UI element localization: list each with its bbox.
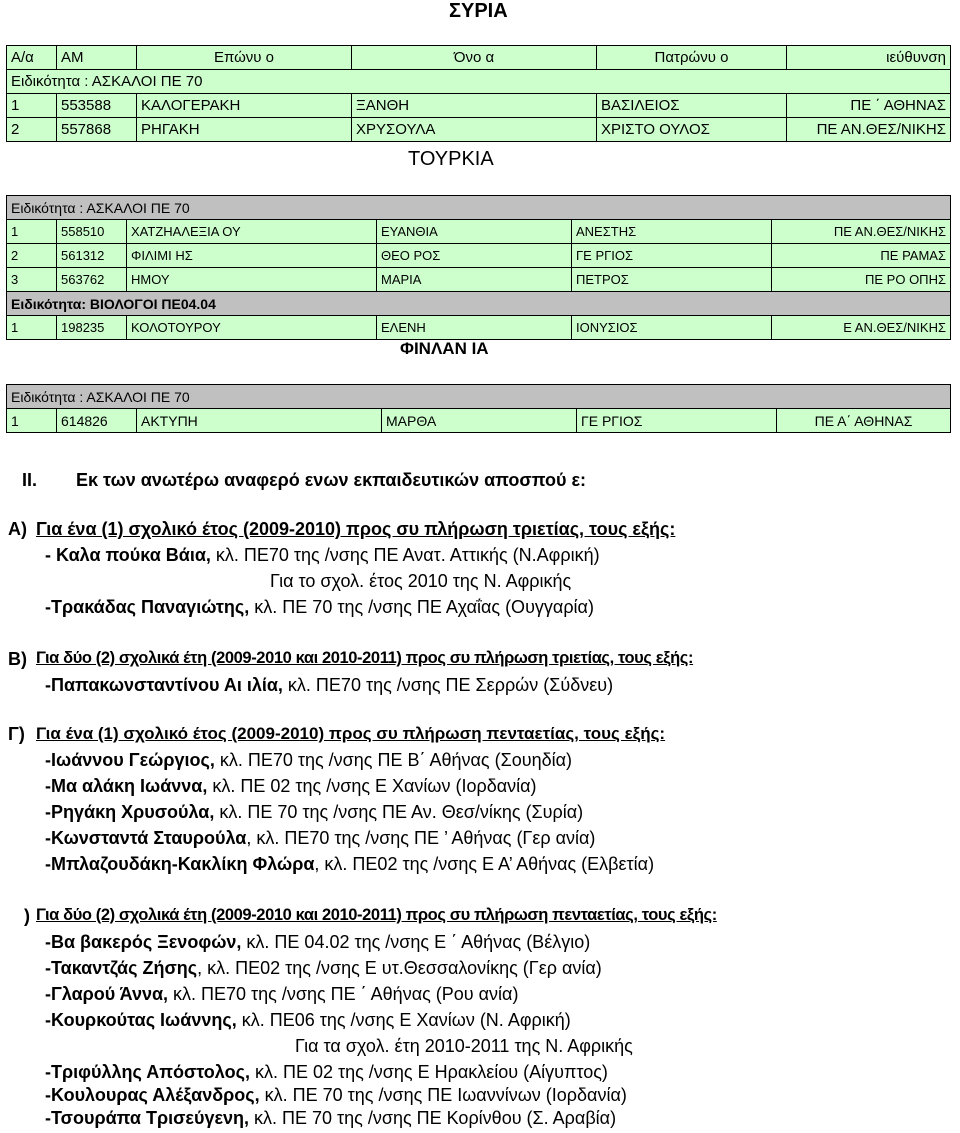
table-row [7,244,951,268]
table-cell: 3 [7,268,57,292]
table-cell: Ε ΑΝ.ΘΕΣ/ΝΙΚΗΣ [772,316,951,340]
table-cell: ΧΡΙΣΤΟ ΟΥΛΟΣ [597,118,787,142]
list-item [45,545,600,566]
table-cell: ΜΑΡΘΑ [382,409,577,433]
header-cell: Α/α [7,46,57,70]
table-cell: ΡΗΓΑΚΗ [137,118,352,142]
table-cell: ΧΑΤΖΗΑΛΕΞΙΑ ΟΥ [127,220,377,244]
table-row [7,409,951,433]
table-cell: ΦΙΛΙΜΙ ΗΣ [127,244,377,268]
list-item [45,932,590,953]
list-item [45,776,537,797]
teacher-name: -Ιωάννου Γεώργιος, [45,750,215,770]
section-numeral: ΙΙ. [22,470,38,490]
table-cell: 614826 [57,409,137,433]
finland-title: ΦΙΝΛΑΝ ΙΑ [400,339,489,358]
teacher-name: -Τριφύλλης Απόστολος, [45,1062,250,1082]
table-row [7,118,951,142]
list-item [45,802,583,823]
teacher-name: -Ρηγάκη Χρυσούλα, [45,802,215,822]
specialty-label: Ειδικότητα: ΒΙΟΛΟΓΟΙ ΠΕ04.04 [7,292,951,316]
teacher-name: -Κωνσταντά Σταυρούλα [45,828,247,848]
table-cell: ΚΟΛΟΤΟΥΡΟΥ [127,316,377,340]
specialty-row [7,196,951,220]
subsection-d-heading: Για δύο (2) σχολικά έτη (2009-2010 και 2010-2011) προς συ πλήρωση πενταετίας, τους εξής: [36,906,717,924]
teacher-name: -Τρακάδας Παναγιώτης, [45,597,250,617]
teacher-detail: κλ. ΠΕ 02 της /νσης Ε Ηρακλείου (Αίγυπτος) [249,1062,608,1082]
table-cell: ΚΑΛΟΓΕΡΑΚΗ [137,94,352,118]
list-item [45,854,654,875]
subsection-b-label: Β) [8,649,27,669]
table-cell: ΑΝΕΣΤΗΣ [572,220,772,244]
list-item [270,571,571,592]
specialty-row [7,385,951,409]
table-cell: 558510 [57,220,127,244]
table-cell: 2 [7,244,57,268]
table-cell: ΠΕ ΡΑΜΑΣ [772,244,951,268]
table-row [7,220,951,244]
teacher-name: -Τσουράπα Τρισεύγενη, [45,1108,250,1128]
table-cell: ΧΡΥΣΟΥΛΑ [352,118,597,142]
list-item [45,828,595,849]
table-cell: 1 [7,409,57,433]
subsection-d-label: ) [24,906,30,926]
syria-table [6,45,951,142]
table-cell: ΠΕ ΑΝ.ΘΕΣ/ΝΙΚΗΣ [787,118,951,142]
table-cell: 563762 [57,268,127,292]
subsection-a-label: Α) [8,519,27,539]
teacher-detail: κλ. ΠΕ06 της /νσης Ε Χανίων (Ν. Αφρική) [236,1010,571,1030]
teacher-name: -Μα αλάκη Ιωάννα, [45,776,208,796]
table-row [7,316,951,340]
table-header-row [7,46,951,70]
list-item [45,675,613,696]
teacher-name: -Βα βακερός Ξενοφών, [45,932,242,952]
table-cell: 2 [7,118,57,142]
table-cell: ΑΚΤΥΠΗ [137,409,382,433]
turkey-table [6,195,951,340]
teacher-detail: κλ. ΠΕ70 της /νσης ΠΕ ΄ Αθήνας (Ρου ανία) [168,984,519,1004]
teacher-name: -Κουρκούτας Ιωάννης, [45,1010,237,1030]
table-cell: ΒΑΣΙΛΕΙΟΣ [597,94,787,118]
specialty-row [7,292,951,316]
teacher-detail: κλ. ΠΕ 70 της /νσης ΠΕ Κορίνθου (Σ. Αραβία) [249,1108,617,1128]
header-cell: Πατρώνυ ο [597,46,787,70]
teacher-detail: κλ. ΠΕ 70 της /νσης ΠΕ Αν. Θεσ/νίκης (Συρία) [214,802,584,822]
teacher-detail: κλ. ΠΕ 04.02 της /νσης Ε ΄ Αθήνας (Βέλγιο) [241,932,591,952]
header-cell: Όνο α [352,46,597,70]
table-cell: 1 [7,220,57,244]
teacher-name: - Καλα πούκα Βάια, [45,545,211,565]
subsection-c-label: Γ) [8,724,25,744]
table-cell: ΓΕ ΡΓΙΟΣ [577,409,777,433]
teacher-name: -Παπακωνσταντίνου Αι ιλία, [45,675,283,695]
list-item [45,958,602,979]
list-item [45,1010,571,1031]
header-cell: Επώνυ ο [137,46,352,70]
header-cell: ΑΜ [57,46,137,70]
table-cell: ΠΕ ΑΝ.ΘΕΣ/ΝΙΚΗΣ [772,220,951,244]
teacher-detail: κλ. ΠΕ 70 της /νσης ΠΕ Αχαΐας (Ουγγαρία) [249,597,594,617]
teacher-detail: κλ. ΠΕ 02 της /νσης Ε Χανίων (Ιορδανία) [207,776,537,796]
teacher-detail: , κλ. ΠΕ70 της /νσης ΠΕ ’ Αθήνας (Γερ ανία) [246,828,596,848]
list-item [45,597,594,618]
table-cell: ΕΛΕΝΗ [377,316,572,340]
teacher-name: -Γλαρού Άννα, [45,984,169,1004]
teacher-name: -Μπλαζουδάκη-Κακλίκη Φλώρα [45,854,315,874]
finland-table [6,384,951,433]
table-cell: 198235 [57,316,127,340]
list-item [45,1085,627,1106]
list-item [45,984,518,1005]
table-row [7,94,951,118]
syria-title: ΣΥΡΙΑ [449,0,508,22]
teacher-detail: κλ. ΠΕ 70 της /νσης ΠΕ Ιωαννίνων (Ιορδανία) [259,1085,627,1105]
list-item [45,1062,608,1083]
table-cell: ΠΕ Α΄ ΑΘΗΝΑΣ [777,409,951,433]
teacher-name: -Τακαντζάς Ζήσης [45,958,198,978]
list-item [295,1036,633,1057]
specialty-label: Ειδικότητα : ΑΣΚΑΛΟΙ ΠΕ 70 [7,70,951,94]
table-cell: 1 [7,316,57,340]
subsection-c-heading: Για ένα (1) σχολικό έτος (2009-2010) προς συ πλήρωση πενταετίας, τους εξής: [36,724,666,743]
specialty-row [7,70,951,94]
table-cell: ΜΑΡΙΑ [377,268,572,292]
header-cell: ιεύθυνση [787,46,951,70]
table-cell: 557868 [57,118,137,142]
teacher-detail: κλ. ΠΕ70 της /νσης ΠΕ Ανατ. Αττικής (Ν.Αφρική) [210,545,600,565]
subsection-a-heading: Για ένα (1) σχολικό έτος (2009-2010) προς συ πλήρωση τριετίας, τους εξής: [36,519,676,539]
teacher-detail: Για τα σχολ. έτη 2010-2011 της Ν. Αφρικής [295,1036,633,1056]
table-cell: ΓΕ ΡΓΙΟΣ [572,244,772,268]
specialty-label: Ειδικότητα : ΑΣΚΑΛΟΙ ΠΕ 70 [7,196,951,220]
table-row [7,268,951,292]
table-cell: 553588 [57,94,137,118]
turkey-title: ΤΟΥΡΚΙΑ [408,148,494,170]
table-cell: 561312 [57,244,127,268]
section-heading: Εκ των ανωτέρω αναφερό ενων εκπαιδευτικών αποσπού ε: [76,470,587,490]
table-cell: ΠΕΤΡΟΣ [572,268,772,292]
subsection-b-heading: Για δύο (2) σχολικά έτη (2009-2010 και 2010-2011) προς συ πλήρωση τριετίας, τους εξής: [36,649,694,667]
table-cell: ΠΕ ΡΟ ΟΠΗΣ [772,268,951,292]
specialty-label: Ειδικότητα : ΑΣΚΑΛΟΙ ΠΕ 70 [7,385,951,409]
table-cell: ΗΜΟΥ [127,268,377,292]
teacher-detail: , κλ. ΠΕ02 της /νσης Ε Α’ Αθήνας (Ελβετία) [314,854,655,874]
table-cell: ΘΕΟ ΡΟΣ [377,244,572,268]
table-cell: 1 [7,94,57,118]
teacher-detail: Για το σχολ. έτος 2010 της Ν. Αφρικής [270,571,572,591]
table-cell: ΠΕ ΄ ΑΘΗΝΑΣ [787,94,951,118]
teacher-name: -Κουλουρας Αλέξανδρος, [45,1085,260,1105]
teacher-detail: κλ. ΠΕ70 της /νσης ΠΕ Β΄ Αθήνας (Σουηδία) [214,750,572,770]
table-cell: ΙΟΝΥΣΙΟΣ [572,316,772,340]
table-cell: ΕΥΑΝΘΙΑ [377,220,572,244]
list-item [45,1108,616,1129]
teacher-detail: , κλ. ΠΕ02 της /νσης Ε υτ.Θεσσαλονίκης (Γερ ανία) [197,958,602,978]
list-item [45,750,572,771]
teacher-detail: κλ. ΠΕ70 της /νσης ΠΕ Σερρών (Σύδνευ) [282,675,614,695]
table-cell: ΞΑΝΘΗ [352,94,597,118]
